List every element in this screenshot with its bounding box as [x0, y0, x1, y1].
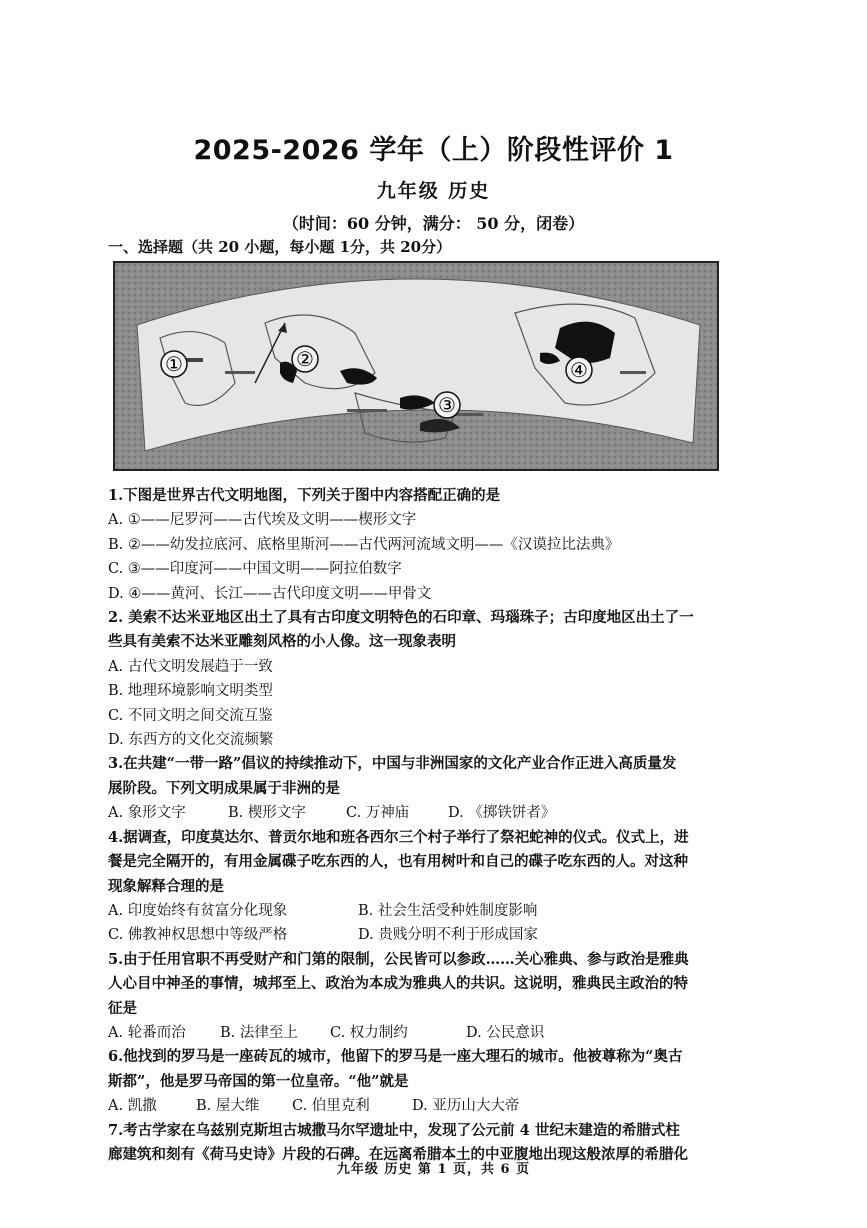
- question-4-stem-line-2: 餐是完全隔开的，有用金属碟子吃东西的人，也有用树叶和自己的碟子吃东西的人。对这种: [108, 853, 688, 871]
- question-3-stem-line-2: 展阶段。下列文明成果属于非洲的是: [108, 779, 340, 797]
- question-3-option-b: B. 楔形文字: [228, 805, 306, 822]
- question-1-option-b: B. ②——幼发拉底河、底格里斯河——古代两河流域文明——《汉谟拉比法典》: [108, 536, 620, 553]
- question-5-option-c: C. 权力制约: [330, 1024, 408, 1041]
- question-2-option-b: B. 地理环境影响文明类型: [108, 683, 273, 700]
- question-4-stem-line-1: 4.据调查，印度莫达尔、普贡尔地和班各西尔三个村子举行了祭祀蛇神的仪式。仪式上，进: [108, 828, 689, 846]
- question-5-option-a: A. 轮番而治: [108, 1024, 186, 1041]
- question-2-option-a: A. 古代文明发展趋于一致: [108, 658, 273, 675]
- question-5-options: [108, 1021, 728, 1045]
- question-list: [108, 484, 728, 1167]
- question-6-option-c: C. 伯里克利: [292, 1098, 370, 1115]
- question-3-option-d: D. 《掷铁饼者》: [448, 805, 556, 822]
- exam-title: 2025-2026 学年（上）阶段性评价 1: [193, 135, 674, 166]
- question-2-option-d: D. 东西方的文化交流频繁: [108, 732, 274, 749]
- question-6-option-d: D. 亚历山大大帝: [412, 1098, 520, 1115]
- question-4-stem-line-3: 现象解释合理的是: [108, 877, 224, 895]
- exam-subtitle: 九年级 历史: [376, 180, 491, 202]
- question-6-options: [108, 1094, 728, 1118]
- question-4-options-row-1: [108, 899, 728, 923]
- question-5-option-d: D. 公民意识: [466, 1024, 545, 1041]
- question-3-option-c: C. 万神庙: [346, 805, 410, 822]
- question-3-option-a: A. 象形文字: [108, 805, 186, 822]
- question-5-stem-line-3: 征是: [108, 999, 137, 1017]
- question-3-stem-line-1: 3.在共建“一带一路”倡议的持续推动下，中国与非洲国家的文化产业合作正进入高质量发: [108, 755, 677, 773]
- question-6-stem-line-1: 6.他找到的罗马是一座砖瓦的城市，他留下的罗马是一座大理石的城市。他被尊称为“奥古: [108, 1048, 683, 1066]
- marker-1-label: ①: [165, 352, 183, 376]
- exam-meta: （时间：60 分钟，满分： 50 分，闭卷）: [282, 214, 585, 233]
- question-2-stem-line-2: 些具有美索不达米亚雕刻风格的小人像。这一现象表明: [108, 633, 456, 651]
- marker-2-label: ②: [296, 347, 314, 371]
- marker-4-label: ④: [570, 358, 588, 382]
- question-1-option-d: D. ④——黄河、长江——古代印度文明——甲骨文: [108, 585, 432, 602]
- question-5-stem-line-2: 人心目中神圣的事情，城邦至上、政治为本成为雅典人的共识。这说明，雅典民主政治的特: [108, 975, 688, 993]
- question-3-options: [108, 801, 728, 825]
- question-6-stem-line-2: 斯都”，他是罗马帝国的第一位皇帝。“他”就是: [108, 1072, 409, 1090]
- question-7-stem-line-1: 7.考古学家在乌兹别克斯坦古城撒马尔罕遗址中，发现了公元前 4 世纪末建造的希腊式柱: [108, 1121, 680, 1139]
- question-4-options-row-2: [108, 923, 728, 947]
- question-5-stem-line-1: 5.由于任用官职不再受财产和门第的限制，公民皆可以参政……关心雅典、参与政治是雅典: [108, 950, 689, 968]
- page-footer: 九年级 历史 第 1 页，共 6 页: [336, 1162, 531, 1177]
- question-6-option-a: A. 凯撒: [108, 1098, 157, 1115]
- question-4-option-c: C. 佛教神权思想中等级严格: [108, 927, 288, 944]
- map-graphic: [115, 263, 717, 469]
- question-1-stem: 1.下图是世界古代文明地图，下列关于图中内容搭配正确的是: [108, 487, 501, 504]
- question-4-option-d: D. 贵贱分明不利于形成国家: [358, 927, 538, 944]
- question-5-option-b: B. 法律至上: [220, 1024, 298, 1041]
- question-2-option-c: C. 不同文明之间交流互鉴: [108, 707, 273, 724]
- question-1-option-a: A. ①——尼罗河——古代埃及文明——楔形文字: [108, 512, 417, 529]
- question-4-option-b: B. 社会生活受种姓制度影响: [358, 902, 538, 919]
- question-6-option-b: B. 屋大维: [196, 1098, 260, 1115]
- question-1-option-c: C. ③——印度河——中国文明——阿拉伯数字: [108, 561, 402, 578]
- marker-3-label: ③: [438, 393, 456, 417]
- section-title: 一、选择题（共 20 小题，每小题 1分，共 20分）: [108, 238, 452, 256]
- question-2-stem-line-1: 2. 美索不达米亚地区出土了具有古印度文明特色的石印章、玛瑙珠子；古印度地区出土了一: [108, 609, 694, 627]
- question-7-stem-line-2: 廊建筑和刻有《荷马史诗》片段的石碑。在远离希腊本土的中亚腹地出现这般浓厚的希腊化: [108, 1145, 688, 1163]
- ancient-civilizations-map: [113, 261, 719, 471]
- question-4-option-a: A. 印度始终有贫富分化现象: [108, 902, 288, 919]
